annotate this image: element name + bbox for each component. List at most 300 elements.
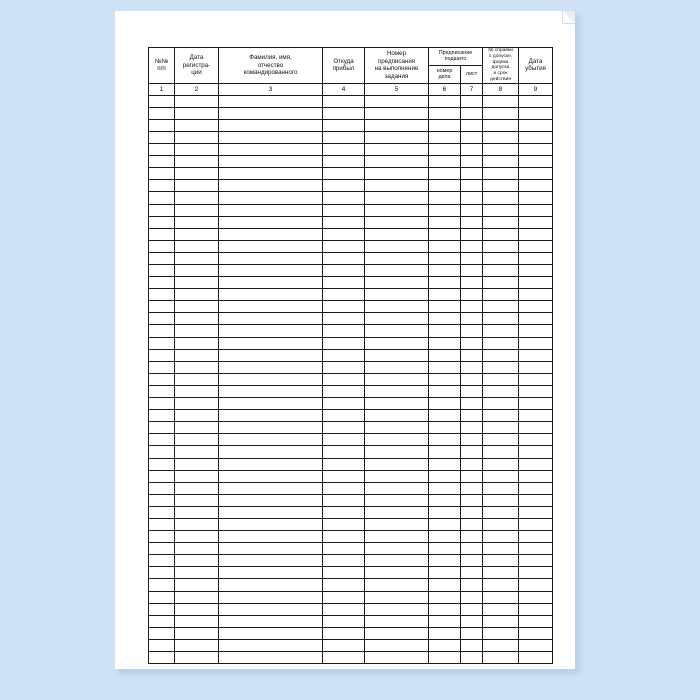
table-cell[interactable] xyxy=(219,361,323,373)
table-cell[interactable] xyxy=(323,277,365,289)
table-cell[interactable] xyxy=(149,398,175,410)
table-cell[interactable] xyxy=(429,543,461,555)
table-cell[interactable] xyxy=(323,494,365,506)
table-cell[interactable] xyxy=(429,131,461,143)
table-cell[interactable] xyxy=(175,204,219,216)
table-cell[interactable] xyxy=(219,531,323,543)
table-cell[interactable] xyxy=(365,240,429,252)
table-cell[interactable] xyxy=(519,385,553,397)
table-cell[interactable] xyxy=(149,531,175,543)
table-cell[interactable] xyxy=(175,627,219,639)
table-row[interactable] xyxy=(149,313,553,325)
table-cell[interactable] xyxy=(175,361,219,373)
table-cell[interactable] xyxy=(519,228,553,240)
table-cell[interactable] xyxy=(483,131,519,143)
table-cell[interactable] xyxy=(483,349,519,361)
table-row[interactable] xyxy=(149,591,553,603)
table-cell[interactable] xyxy=(175,156,219,168)
table-cell[interactable] xyxy=(365,95,429,107)
table-cell[interactable] xyxy=(461,482,483,494)
table-cell[interactable] xyxy=(149,216,175,228)
table-cell[interactable] xyxy=(483,410,519,422)
table-cell[interactable] xyxy=(175,192,219,204)
table-cell[interactable] xyxy=(519,652,553,664)
table-cell[interactable] xyxy=(323,555,365,567)
table-cell[interactable] xyxy=(149,361,175,373)
table-row[interactable] xyxy=(149,156,553,168)
table-cell[interactable] xyxy=(365,337,429,349)
table-row[interactable] xyxy=(149,385,553,397)
table-cell[interactable] xyxy=(461,131,483,143)
table-cell[interactable] xyxy=(323,506,365,518)
table-cell[interactable] xyxy=(219,228,323,240)
table-cell[interactable] xyxy=(323,482,365,494)
table-cell[interactable] xyxy=(149,301,175,313)
table-cell[interactable] xyxy=(461,652,483,664)
table-cell[interactable] xyxy=(219,119,323,131)
table-cell[interactable] xyxy=(365,603,429,615)
table-cell[interactable] xyxy=(365,627,429,639)
table-cell[interactable] xyxy=(323,216,365,228)
table-cell[interactable] xyxy=(175,518,219,530)
table-row[interactable] xyxy=(149,603,553,615)
table-cell[interactable] xyxy=(461,180,483,192)
table-cell[interactable] xyxy=(461,119,483,131)
table-cell[interactable] xyxy=(461,373,483,385)
table-cell[interactable] xyxy=(323,361,365,373)
table-cell[interactable] xyxy=(219,494,323,506)
table-row[interactable] xyxy=(149,131,553,143)
table-cell[interactable] xyxy=(483,301,519,313)
table-cell[interactable] xyxy=(219,240,323,252)
table-cell[interactable] xyxy=(219,277,323,289)
table-cell[interactable] xyxy=(149,518,175,530)
table-cell[interactable] xyxy=(149,652,175,664)
table-cell[interactable] xyxy=(219,615,323,627)
table-cell[interactable] xyxy=(219,265,323,277)
table-cell[interactable] xyxy=(175,119,219,131)
table-cell[interactable] xyxy=(483,325,519,337)
table-cell[interactable] xyxy=(519,204,553,216)
table-row[interactable] xyxy=(149,373,553,385)
table-cell[interactable] xyxy=(461,627,483,639)
table-cell[interactable] xyxy=(175,216,219,228)
table-cell[interactable] xyxy=(149,591,175,603)
table-row[interactable] xyxy=(149,652,553,664)
table-cell[interactable] xyxy=(365,216,429,228)
table-cell[interactable] xyxy=(483,567,519,579)
table-cell[interactable] xyxy=(365,422,429,434)
table-cell[interactable] xyxy=(149,95,175,107)
table-cell[interactable] xyxy=(219,95,323,107)
table-cell[interactable] xyxy=(149,156,175,168)
table-cell[interactable] xyxy=(219,398,323,410)
table-cell[interactable] xyxy=(365,591,429,603)
table-cell[interactable] xyxy=(323,252,365,264)
table-cell[interactable] xyxy=(219,144,323,156)
table-cell[interactable] xyxy=(323,313,365,325)
table-cell[interactable] xyxy=(365,277,429,289)
table-cell[interactable] xyxy=(323,349,365,361)
table-row[interactable] xyxy=(149,301,553,313)
table-cell[interactable] xyxy=(461,567,483,579)
table-cell[interactable] xyxy=(365,458,429,470)
table-cell[interactable] xyxy=(323,398,365,410)
table-cell[interactable] xyxy=(519,289,553,301)
table-cell[interactable] xyxy=(519,301,553,313)
table-cell[interactable] xyxy=(365,494,429,506)
table-cell[interactable] xyxy=(483,422,519,434)
table-row[interactable] xyxy=(149,289,553,301)
table-cell[interactable] xyxy=(323,95,365,107)
table-cell[interactable] xyxy=(461,422,483,434)
table-cell[interactable] xyxy=(219,627,323,639)
table-cell[interactable] xyxy=(461,410,483,422)
table-row[interactable] xyxy=(149,494,553,506)
table-row[interactable] xyxy=(149,579,553,591)
table-cell[interactable] xyxy=(519,216,553,228)
table-cell[interactable] xyxy=(365,144,429,156)
table-cell[interactable] xyxy=(323,639,365,651)
table-cell[interactable] xyxy=(365,410,429,422)
table-cell[interactable] xyxy=(149,192,175,204)
table-cell[interactable] xyxy=(175,410,219,422)
table-cell[interactable] xyxy=(519,337,553,349)
table-cell[interactable] xyxy=(519,325,553,337)
table-cell[interactable] xyxy=(519,156,553,168)
table-cell[interactable] xyxy=(483,156,519,168)
table-cell[interactable] xyxy=(483,168,519,180)
table-cell[interactable] xyxy=(461,639,483,651)
table-cell[interactable] xyxy=(149,228,175,240)
table-cell[interactable] xyxy=(483,216,519,228)
table-cell[interactable] xyxy=(519,615,553,627)
table-cell[interactable] xyxy=(461,107,483,119)
table-cell[interactable] xyxy=(175,95,219,107)
table-cell[interactable] xyxy=(219,325,323,337)
table-cell[interactable] xyxy=(323,156,365,168)
table-cell[interactable] xyxy=(483,277,519,289)
table-row[interactable] xyxy=(149,107,553,119)
table-cell[interactable] xyxy=(429,410,461,422)
table-cell[interactable] xyxy=(429,95,461,107)
table-cell[interactable] xyxy=(323,627,365,639)
table-cell[interactable] xyxy=(461,95,483,107)
table-cell[interactable] xyxy=(429,313,461,325)
table-row[interactable] xyxy=(149,470,553,482)
table-cell[interactable] xyxy=(323,652,365,664)
table-cell[interactable] xyxy=(175,652,219,664)
table-cell[interactable] xyxy=(323,518,365,530)
table-cell[interactable] xyxy=(483,543,519,555)
table-cell[interactable] xyxy=(219,639,323,651)
table-cell[interactable] xyxy=(483,180,519,192)
table-cell[interactable] xyxy=(483,385,519,397)
table-cell[interactable] xyxy=(461,240,483,252)
table-cell[interactable] xyxy=(149,434,175,446)
table-row[interactable] xyxy=(149,144,553,156)
table-cell[interactable] xyxy=(323,470,365,482)
table-cell[interactable] xyxy=(461,494,483,506)
table-cell[interactable] xyxy=(519,373,553,385)
table-cell[interactable] xyxy=(483,265,519,277)
table-cell[interactable] xyxy=(365,531,429,543)
table-cell[interactable] xyxy=(483,107,519,119)
table-cell[interactable] xyxy=(429,265,461,277)
table-cell[interactable] xyxy=(365,361,429,373)
table-row[interactable] xyxy=(149,458,553,470)
table-cell[interactable] xyxy=(365,265,429,277)
table-cell[interactable] xyxy=(461,337,483,349)
table-cell[interactable] xyxy=(483,615,519,627)
table-cell[interactable] xyxy=(429,252,461,264)
table-cell[interactable] xyxy=(149,410,175,422)
table-row[interactable] xyxy=(149,627,553,639)
table-cell[interactable] xyxy=(461,289,483,301)
table-cell[interactable] xyxy=(365,107,429,119)
table-cell[interactable] xyxy=(483,337,519,349)
table-cell[interactable] xyxy=(323,131,365,143)
table-cell[interactable] xyxy=(429,373,461,385)
table-cell[interactable] xyxy=(175,398,219,410)
table-cell[interactable] xyxy=(429,518,461,530)
table-cell[interactable] xyxy=(519,591,553,603)
table-cell[interactable] xyxy=(323,144,365,156)
table-cell[interactable] xyxy=(149,482,175,494)
table-cell[interactable] xyxy=(175,422,219,434)
table-cell[interactable] xyxy=(323,119,365,131)
table-cell[interactable] xyxy=(519,265,553,277)
table-cell[interactable] xyxy=(519,555,553,567)
table-row[interactable] xyxy=(149,446,553,458)
table-cell[interactable] xyxy=(323,543,365,555)
table-cell[interactable] xyxy=(149,639,175,651)
table-cell[interactable] xyxy=(519,518,553,530)
table-cell[interactable] xyxy=(219,506,323,518)
table-cell[interactable] xyxy=(519,240,553,252)
table-cell[interactable] xyxy=(323,446,365,458)
table-cell[interactable] xyxy=(149,385,175,397)
table-cell[interactable] xyxy=(429,289,461,301)
table-cell[interactable] xyxy=(149,422,175,434)
table-cell[interactable] xyxy=(365,579,429,591)
table-cell[interactable] xyxy=(483,470,519,482)
table-cell[interactable] xyxy=(461,615,483,627)
table-cell[interactable] xyxy=(175,277,219,289)
table-cell[interactable] xyxy=(219,337,323,349)
table-cell[interactable] xyxy=(175,144,219,156)
table-cell[interactable] xyxy=(219,168,323,180)
table-cell[interactable] xyxy=(323,180,365,192)
table-cell[interactable] xyxy=(175,349,219,361)
table-cell[interactable] xyxy=(219,313,323,325)
table-cell[interactable] xyxy=(365,192,429,204)
table-cell[interactable] xyxy=(365,567,429,579)
table-cell[interactable] xyxy=(149,494,175,506)
table-cell[interactable] xyxy=(219,373,323,385)
table-cell[interactable] xyxy=(323,567,365,579)
table-cell[interactable] xyxy=(483,361,519,373)
table-cell[interactable] xyxy=(175,385,219,397)
table-cell[interactable] xyxy=(429,579,461,591)
table-cell[interactable] xyxy=(461,470,483,482)
table-cell[interactable] xyxy=(461,543,483,555)
table-cell[interactable] xyxy=(219,301,323,313)
table-cell[interactable] xyxy=(429,555,461,567)
table-cell[interactable] xyxy=(429,494,461,506)
table-cell[interactable] xyxy=(323,591,365,603)
table-cell[interactable] xyxy=(461,204,483,216)
table-cell[interactable] xyxy=(365,289,429,301)
table-cell[interactable] xyxy=(519,531,553,543)
table-cell[interactable] xyxy=(323,192,365,204)
table-cell[interactable] xyxy=(365,252,429,264)
table-cell[interactable] xyxy=(219,410,323,422)
table-cell[interactable] xyxy=(365,482,429,494)
table-cell[interactable] xyxy=(429,422,461,434)
table-cell[interactable] xyxy=(365,398,429,410)
table-cell[interactable] xyxy=(429,652,461,664)
table-cell[interactable] xyxy=(175,313,219,325)
table-cell[interactable] xyxy=(429,361,461,373)
table-cell[interactable] xyxy=(219,216,323,228)
table-cell[interactable] xyxy=(175,482,219,494)
table-cell[interactable] xyxy=(429,615,461,627)
table-cell[interactable] xyxy=(323,458,365,470)
table-cell[interactable] xyxy=(149,446,175,458)
table-cell[interactable] xyxy=(429,204,461,216)
table-cell[interactable] xyxy=(219,107,323,119)
table-cell[interactable] xyxy=(429,531,461,543)
table-cell[interactable] xyxy=(365,615,429,627)
table-cell[interactable] xyxy=(483,434,519,446)
table-cell[interactable] xyxy=(461,361,483,373)
table-cell[interactable] xyxy=(365,555,429,567)
table-row[interactable] xyxy=(149,398,553,410)
table-row[interactable] xyxy=(149,119,553,131)
table-cell[interactable] xyxy=(175,168,219,180)
table-cell[interactable] xyxy=(149,325,175,337)
table-cell[interactable] xyxy=(519,144,553,156)
table-cell[interactable] xyxy=(175,458,219,470)
table-cell[interactable] xyxy=(219,543,323,555)
table-cell[interactable] xyxy=(219,518,323,530)
table-cell[interactable] xyxy=(149,144,175,156)
table-cell[interactable] xyxy=(175,301,219,313)
table-cell[interactable] xyxy=(219,180,323,192)
table-cell[interactable] xyxy=(175,373,219,385)
table-cell[interactable] xyxy=(219,446,323,458)
table-cell[interactable] xyxy=(483,458,519,470)
table-cell[interactable] xyxy=(365,180,429,192)
table-cell[interactable] xyxy=(483,313,519,325)
table-row[interactable] xyxy=(149,204,553,216)
table-cell[interactable] xyxy=(175,603,219,615)
table-cell[interactable] xyxy=(175,131,219,143)
table-row[interactable] xyxy=(149,422,553,434)
table-cell[interactable] xyxy=(461,518,483,530)
table-cell[interactable] xyxy=(219,434,323,446)
table-cell[interactable] xyxy=(323,228,365,240)
table-cell[interactable] xyxy=(519,180,553,192)
table-cell[interactable] xyxy=(323,410,365,422)
table-cell[interactable] xyxy=(219,204,323,216)
table-row[interactable] xyxy=(149,277,553,289)
table-cell[interactable] xyxy=(365,301,429,313)
table-cell[interactable] xyxy=(149,289,175,301)
table-cell[interactable] xyxy=(483,446,519,458)
table-cell[interactable] xyxy=(323,204,365,216)
table-cell[interactable] xyxy=(483,639,519,651)
table-cell[interactable] xyxy=(323,107,365,119)
table-cell[interactable] xyxy=(429,506,461,518)
table-cell[interactable] xyxy=(323,615,365,627)
table-row[interactable] xyxy=(149,180,553,192)
table-cell[interactable] xyxy=(429,434,461,446)
table-cell[interactable] xyxy=(175,228,219,240)
table-cell[interactable] xyxy=(149,313,175,325)
table-cell[interactable] xyxy=(461,349,483,361)
table-cell[interactable] xyxy=(461,325,483,337)
table-cell[interactable] xyxy=(219,131,323,143)
table-cell[interactable] xyxy=(519,410,553,422)
table-cell[interactable] xyxy=(519,639,553,651)
table-cell[interactable] xyxy=(149,373,175,385)
table-cell[interactable] xyxy=(365,385,429,397)
table-cell[interactable] xyxy=(175,446,219,458)
table-cell[interactable] xyxy=(429,144,461,156)
table-cell[interactable] xyxy=(219,349,323,361)
table-cell[interactable] xyxy=(483,603,519,615)
table-cell[interactable] xyxy=(149,579,175,591)
table-cell[interactable] xyxy=(219,289,323,301)
table-cell[interactable] xyxy=(219,482,323,494)
table-cell[interactable] xyxy=(219,192,323,204)
table-cell[interactable] xyxy=(219,603,323,615)
table-cell[interactable] xyxy=(519,349,553,361)
table-cell[interactable] xyxy=(175,180,219,192)
table-cell[interactable] xyxy=(483,398,519,410)
table-cell[interactable] xyxy=(483,518,519,530)
table-cell[interactable] xyxy=(149,337,175,349)
table-cell[interactable] xyxy=(519,131,553,143)
table-cell[interactable] xyxy=(483,289,519,301)
table-cell[interactable] xyxy=(519,252,553,264)
table-cell[interactable] xyxy=(149,265,175,277)
table-cell[interactable] xyxy=(323,289,365,301)
table-cell[interactable] xyxy=(461,277,483,289)
table-cell[interactable] xyxy=(365,639,429,651)
table-cell[interactable] xyxy=(175,531,219,543)
table-cell[interactable] xyxy=(323,422,365,434)
table-cell[interactable] xyxy=(323,531,365,543)
table-cell[interactable] xyxy=(483,95,519,107)
table-cell[interactable] xyxy=(429,591,461,603)
table-cell[interactable] xyxy=(519,277,553,289)
table-cell[interactable] xyxy=(149,603,175,615)
table-row[interactable] xyxy=(149,615,553,627)
table-cell[interactable] xyxy=(219,555,323,567)
table-cell[interactable] xyxy=(175,265,219,277)
table-cell[interactable] xyxy=(519,446,553,458)
table-cell[interactable] xyxy=(175,494,219,506)
table-row[interactable] xyxy=(149,349,553,361)
table-row[interactable] xyxy=(149,639,553,651)
table-cell[interactable] xyxy=(483,144,519,156)
table-cell[interactable] xyxy=(519,482,553,494)
table-cell[interactable] xyxy=(429,216,461,228)
table-cell[interactable] xyxy=(323,265,365,277)
